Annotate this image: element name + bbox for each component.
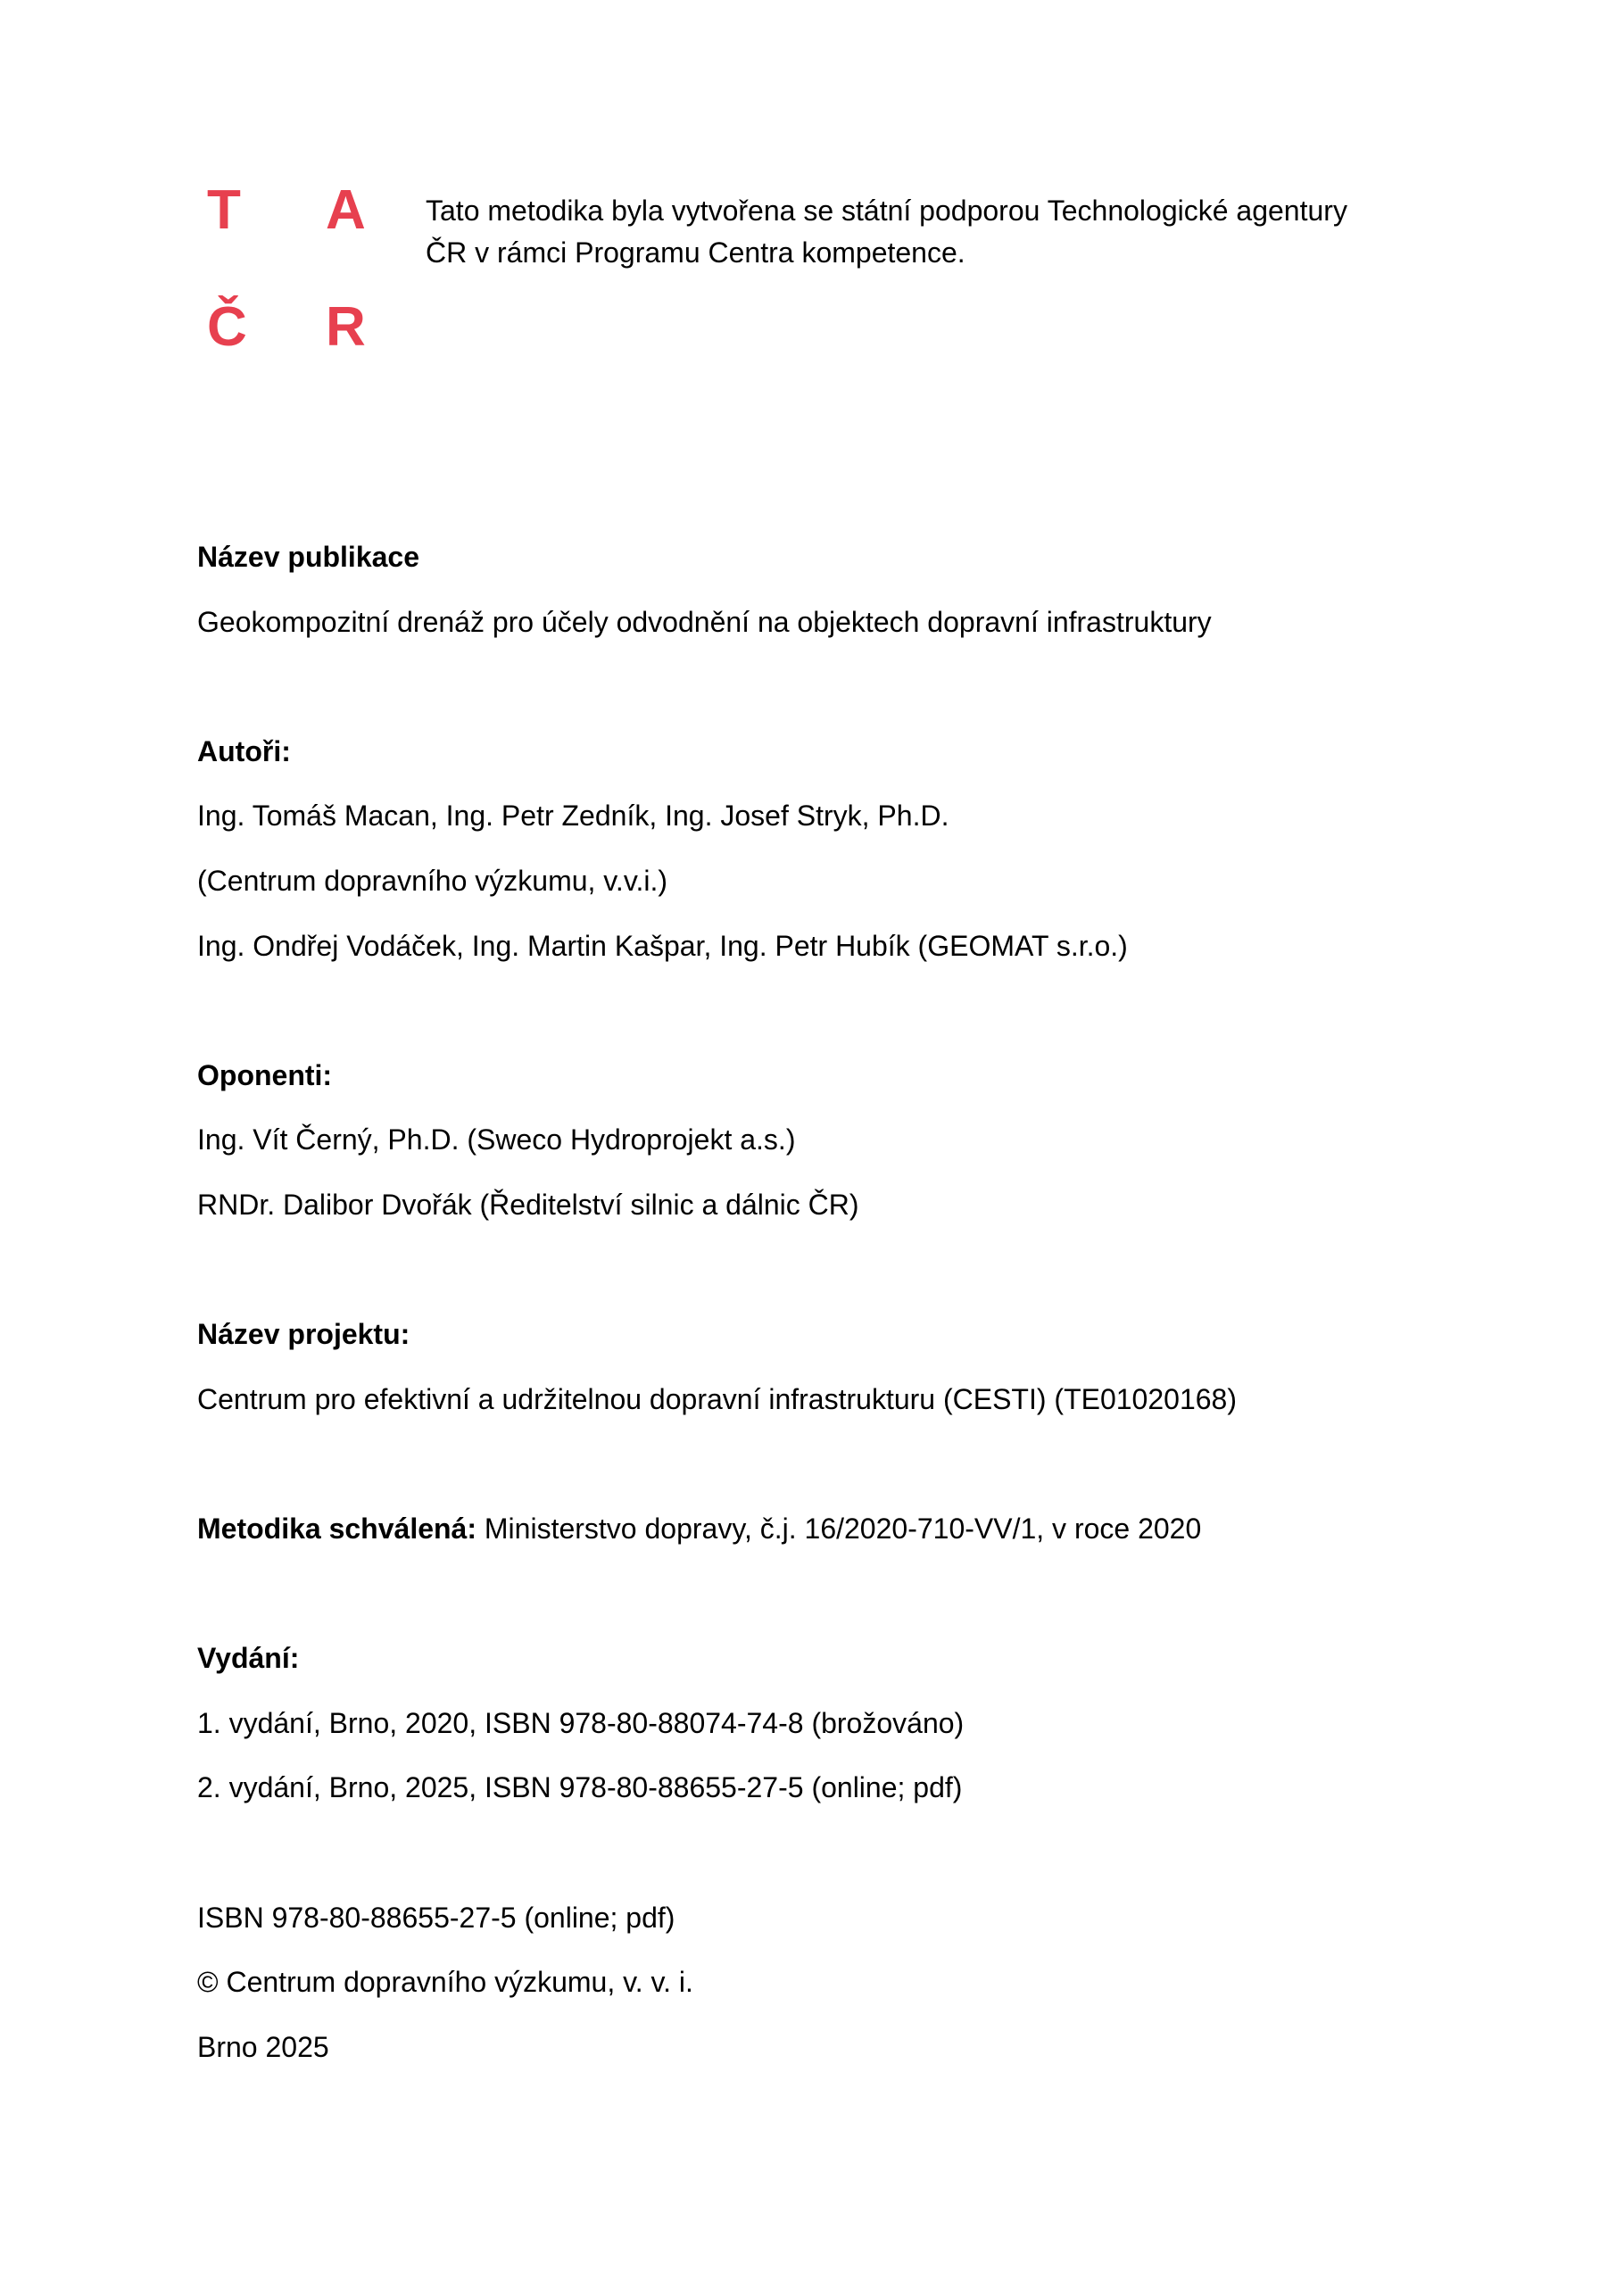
tacr-logo bbox=[207, 179, 444, 417]
reviewers-heading: Oponenti: bbox=[197, 1059, 333, 1091]
funding-note bbox=[426, 190, 1347, 274]
logo-letter-a: A bbox=[326, 179, 366, 241]
funding-note-line-2: ČR v rámci Programu Centra kompetence. bbox=[426, 236, 965, 269]
authors-line-1: Ing. Tomáš Macan, Ing. Petr Zedník, Ing. Josef Stryk, Ph.D. bbox=[197, 800, 949, 832]
authors-line-3: Ing. Ondřej Vodáček, Ing. Martin Kašpar, Ing. Petr Hubík (GEOMAT s.r.o.) bbox=[197, 930, 1128, 962]
isbn-line: ISBN 978-80-88655-27-5 (online; pdf) bbox=[197, 1902, 675, 1934]
copyright-line: © Centrum dopravního výzkumu, v. v. i. bbox=[197, 1966, 693, 1998]
project-heading: Název projektu: bbox=[197, 1318, 410, 1350]
edition-line-2: 2. vydání, Brno, 2025, ISBN 978-80-88655-27-5 (online; pdf) bbox=[197, 1771, 963, 1803]
logo-letter-t: T bbox=[207, 179, 241, 241]
editions-heading: Vydání: bbox=[197, 1642, 300, 1674]
publication-title: Geokompozitní drenáž pro účely odvodnění na objektech dopravní infrastruktury bbox=[197, 606, 1212, 638]
reviewers-line-2: RNDr. Dalibor Dvořák (Ředitelství silnic a dálnic ČR) bbox=[197, 1189, 859, 1221]
authors-heading: Autoři: bbox=[197, 735, 291, 767]
project-title: Centrum pro efektivní a udržitelnou dopravní infrastrukturu (CESTI) (TE01020168) bbox=[197, 1383, 1237, 1415]
authors-line-2: (Centrum dopravního výzkumu, v.v.i.) bbox=[197, 865, 667, 897]
approval-label: Metodika schválená: bbox=[197, 1513, 476, 1545]
logo-letter-c: Č bbox=[207, 296, 247, 358]
reviewers-line-1: Ing. Vít Černý, Ph.D. (Sweco Hydroprojekt a.s.) bbox=[197, 1123, 796, 1156]
place-year-line: Brno 2025 bbox=[197, 2031, 329, 2063]
approval-line bbox=[197, 1511, 1201, 1546]
funding-note-line-1: Tato metodika byla vytvořena se státní podporou Technologické agentury bbox=[426, 195, 1347, 227]
approval-text: Ministerstvo dopravy, č.j. 16/2020-710-VV/1, v roce 2020 bbox=[476, 1513, 1202, 1545]
logo-letter-r: R bbox=[326, 296, 366, 358]
publication-heading: Název publikace bbox=[197, 541, 419, 573]
edition-line-1: 1. vydání, Brno, 2020, ISBN 978-80-88074-74-8 (brožováno) bbox=[197, 1707, 965, 1739]
